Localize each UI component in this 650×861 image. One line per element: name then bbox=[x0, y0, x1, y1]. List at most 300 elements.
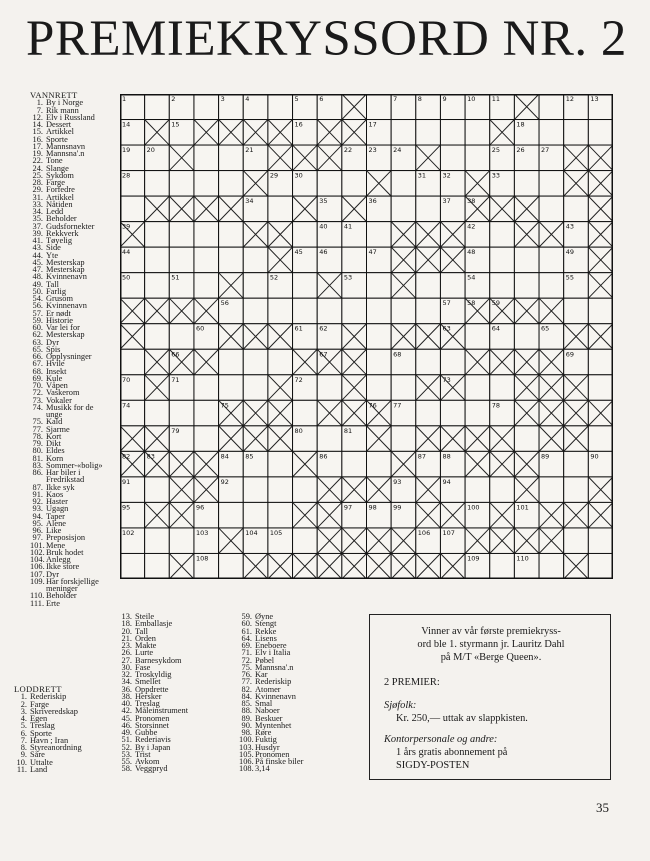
clue-text: Tøyelig bbox=[46, 236, 73, 245]
clue-number: 3. bbox=[20, 706, 27, 716]
clue-number: 76. bbox=[241, 670, 252, 679]
clue-text: Alene bbox=[46, 518, 66, 528]
clue-text: Tone bbox=[46, 156, 63, 166]
answer-cell[interactable] bbox=[588, 375, 613, 401]
answer-cell[interactable] bbox=[194, 247, 219, 273]
answer-cell[interactable] bbox=[416, 120, 441, 146]
loddrett-heading: LODDRETT bbox=[14, 684, 62, 694]
answer-cell[interactable] bbox=[465, 120, 490, 146]
clue-text: Pronomen bbox=[255, 749, 290, 759]
answer-cell[interactable] bbox=[367, 451, 392, 477]
answer-cell[interactable] bbox=[268, 349, 293, 375]
answer-cell[interactable] bbox=[465, 375, 490, 401]
clue-item bbox=[119, 765, 188, 772]
answer-cell[interactable] bbox=[293, 222, 318, 248]
clue-number-in-cell: 30 bbox=[294, 171, 303, 180]
clue-number-in-cell: 19 bbox=[122, 146, 131, 155]
answer-cell[interactable] bbox=[120, 196, 145, 222]
answer-cell[interactable] bbox=[367, 349, 392, 375]
answer-cell[interactable] bbox=[588, 120, 613, 146]
answer-cell[interactable] bbox=[219, 145, 244, 171]
clue-number-in-cell: 13 bbox=[590, 95, 599, 103]
clue-number-in-cell: 7 bbox=[393, 95, 398, 103]
clue-text: Kald bbox=[46, 417, 63, 427]
clue-number-in-cell: 102 bbox=[122, 528, 135, 537]
answer-cell[interactable] bbox=[169, 171, 194, 197]
answer-cell[interactable] bbox=[490, 375, 515, 401]
loddrett-clues bbox=[14, 686, 82, 773]
answer-cell[interactable] bbox=[194, 145, 219, 171]
clue-number-in-cell: 73 bbox=[442, 375, 451, 384]
clue-number-in-cell: 77 bbox=[393, 401, 402, 410]
answer-cell[interactable] bbox=[145, 171, 170, 197]
answer-cell[interactable] bbox=[145, 273, 170, 299]
clue-number: 69. bbox=[241, 641, 252, 650]
answer-cell[interactable] bbox=[293, 477, 318, 503]
answer-cell[interactable] bbox=[219, 375, 244, 401]
clue-number: 71. bbox=[241, 648, 252, 658]
answer-cell[interactable] bbox=[391, 120, 416, 146]
clue-text: Side bbox=[46, 243, 61, 253]
answer-cell[interactable] bbox=[391, 375, 416, 401]
clue-text: Haster bbox=[46, 497, 68, 506]
answer-cell[interactable] bbox=[391, 298, 416, 324]
clue-number: 70. bbox=[32, 381, 43, 390]
clue-text: Treslag bbox=[30, 721, 55, 731]
clue-number: 97. bbox=[32, 533, 43, 543]
clue-number: 33. bbox=[32, 199, 43, 209]
clue-number-in-cell: 53 bbox=[343, 273, 353, 282]
clue-number: 88. bbox=[241, 706, 252, 716]
clue-text: Hersker bbox=[135, 691, 162, 701]
answer-cell[interactable] bbox=[440, 400, 465, 426]
answer-cell[interactable] bbox=[539, 171, 564, 197]
answer-cell[interactable] bbox=[367, 298, 392, 324]
clue-number-in-cell: 12 bbox=[565, 95, 574, 103]
clue-number: 95. bbox=[32, 518, 43, 528]
clue-text: Øyne bbox=[255, 612, 274, 621]
clue-number: 103. bbox=[239, 742, 254, 752]
clue-number: 51. bbox=[121, 735, 132, 745]
answer-cell[interactable] bbox=[268, 502, 293, 528]
clue-number-in-cell: 24 bbox=[393, 146, 402, 155]
answer-cell[interactable] bbox=[539, 477, 564, 503]
clue-number-in-cell: 41 bbox=[343, 222, 353, 231]
answer-cell[interactable] bbox=[169, 528, 194, 554]
clue-text: Stengt bbox=[255, 619, 277, 629]
answer-cell[interactable] bbox=[465, 477, 490, 503]
answer-cell[interactable] bbox=[145, 477, 170, 503]
clue-number-in-cell: 3 bbox=[220, 95, 225, 103]
clue-text: Troskyldig bbox=[135, 670, 172, 679]
clue-number: 83. bbox=[32, 460, 43, 470]
clue-number: 57. bbox=[32, 308, 43, 318]
answer-cell[interactable] bbox=[317, 171, 342, 197]
answer-cell[interactable] bbox=[367, 222, 392, 248]
answer-cell[interactable] bbox=[219, 553, 244, 579]
clue-text: Kule bbox=[46, 373, 63, 383]
clue-number-in-cell: 37 bbox=[442, 197, 451, 206]
answer-cell[interactable] bbox=[145, 528, 170, 554]
clue-number: 44. bbox=[32, 250, 43, 260]
answer-cell[interactable] bbox=[465, 400, 490, 426]
answer-cell[interactable] bbox=[367, 375, 392, 401]
clue-number: 98. bbox=[241, 728, 252, 737]
clue-text: Bruk hodet bbox=[46, 547, 84, 557]
answer-cell[interactable] bbox=[564, 477, 589, 503]
clue-number: 14. bbox=[32, 120, 43, 129]
clue-text: Korn bbox=[46, 453, 64, 463]
clue-number-in-cell: 46 bbox=[319, 248, 328, 257]
clue-text: Sykdom bbox=[46, 170, 74, 180]
answer-cell[interactable] bbox=[194, 426, 219, 452]
answer-cell[interactable] bbox=[440, 145, 465, 171]
answer-cell[interactable] bbox=[243, 247, 268, 273]
clue-text: Rekke bbox=[255, 626, 277, 636]
answer-cell[interactable] bbox=[268, 196, 293, 222]
answer-cell[interactable] bbox=[268, 477, 293, 503]
answer-cell[interactable] bbox=[564, 120, 589, 146]
clue-number: 75. bbox=[32, 417, 43, 427]
answer-cell[interactable] bbox=[539, 273, 564, 299]
answer-cell[interactable] bbox=[145, 222, 170, 248]
clue-text: Rik mann bbox=[46, 105, 79, 115]
answer-cell[interactable] bbox=[465, 324, 490, 350]
answer-cell[interactable] bbox=[490, 553, 515, 579]
clue-number: 31. bbox=[32, 192, 43, 202]
answer-cell[interactable] bbox=[317, 298, 342, 324]
answer-cell[interactable] bbox=[342, 171, 367, 197]
answer-cell[interactable] bbox=[391, 196, 416, 222]
clue-number-in-cell: 91 bbox=[122, 477, 131, 486]
clue-number-in-cell: 64 bbox=[491, 324, 501, 333]
answer-cell[interactable] bbox=[588, 298, 613, 324]
answer-cell[interactable] bbox=[367, 94, 392, 120]
clue-number: 105. bbox=[239, 749, 254, 759]
clue-number: 16. bbox=[32, 134, 43, 144]
clue-number: 91. bbox=[32, 489, 43, 499]
clue-text: Tall bbox=[135, 626, 148, 636]
clue-number: 84. bbox=[241, 691, 252, 701]
clue-text: Taper bbox=[46, 511, 65, 521]
clue-text: Treslag bbox=[135, 699, 160, 708]
clue-number: 75. bbox=[241, 662, 252, 672]
clue-number-in-cell: 35 bbox=[319, 197, 328, 206]
clue-number: 47. bbox=[32, 265, 43, 274]
clue-number: 1. bbox=[36, 98, 43, 108]
answer-cell[interactable] bbox=[145, 247, 170, 273]
answer-cell[interactable] bbox=[490, 477, 515, 503]
answer-cell[interactable] bbox=[169, 222, 194, 248]
clue-text: Slange bbox=[46, 163, 69, 173]
clue-text: Kvinnenavn bbox=[46, 301, 87, 311]
clue-number: 27. bbox=[121, 655, 132, 665]
clue-number: 41. bbox=[32, 236, 43, 245]
clue-text: Spis bbox=[46, 344, 61, 354]
clue-text: Mannsna'.n bbox=[255, 662, 294, 672]
clue-text: Uttalte bbox=[30, 757, 53, 767]
clue-number-in-cell: 31 bbox=[417, 171, 427, 180]
clue-text: Rekkverk bbox=[46, 228, 79, 238]
answer-cell[interactable] bbox=[416, 349, 441, 375]
clue-number: 80. bbox=[32, 446, 43, 456]
answer-cell[interactable] bbox=[564, 528, 589, 554]
answer-cell[interactable] bbox=[145, 553, 170, 579]
clue-number: 34. bbox=[121, 677, 132, 687]
answer-cell[interactable] bbox=[194, 375, 219, 401]
answer-cell[interactable] bbox=[194, 94, 219, 120]
answer-cell[interactable] bbox=[169, 400, 194, 426]
clue-number-in-cell: 83 bbox=[146, 452, 155, 461]
answer-cell[interactable] bbox=[219, 349, 244, 375]
clue-number-in-cell: 89 bbox=[541, 452, 550, 461]
clue-text: Lurte bbox=[135, 648, 154, 658]
clue-number-in-cell: 75 bbox=[220, 401, 229, 410]
clue-text: Barnesykdom bbox=[135, 655, 182, 665]
clue-number-in-cell: 94 bbox=[442, 477, 451, 486]
clue-text: Lisens bbox=[255, 633, 277, 643]
answer-cell[interactable] bbox=[564, 298, 589, 324]
clue-number: 17. bbox=[32, 141, 43, 151]
clue-number: 10. bbox=[16, 757, 27, 767]
clue-number: 72. bbox=[32, 388, 43, 398]
answer-cell[interactable] bbox=[490, 273, 515, 299]
answer-cell[interactable] bbox=[514, 171, 539, 197]
clue-text: Styreanordning bbox=[30, 743, 82, 752]
clue-number: 12. bbox=[32, 112, 43, 122]
answer-cell[interactable] bbox=[564, 451, 589, 477]
answer-cell[interactable] bbox=[145, 94, 170, 120]
answer-cell[interactable] bbox=[342, 247, 367, 273]
answer-cell[interactable] bbox=[268, 451, 293, 477]
clue-text: Avkom bbox=[135, 757, 160, 766]
answer-cell[interactable] bbox=[268, 94, 293, 120]
clue-text: Preposisjon bbox=[46, 533, 86, 543]
answer-cell[interactable] bbox=[342, 451, 367, 477]
clue-number-in-cell: 57 bbox=[442, 299, 451, 308]
answer-cell[interactable] bbox=[514, 273, 539, 299]
answer-cell[interactable] bbox=[342, 298, 367, 324]
clue-number: 107. bbox=[30, 569, 45, 579]
clue-text: Beskuer bbox=[255, 713, 283, 723]
answer-cell[interactable] bbox=[539, 196, 564, 222]
answer-cell[interactable] bbox=[293, 528, 318, 554]
clue-text: Makte bbox=[135, 641, 157, 650]
answer-cell[interactable] bbox=[219, 222, 244, 248]
clue-text: Ugagn bbox=[46, 504, 69, 514]
clue-number-in-cell: 59 bbox=[491, 299, 501, 308]
answer-cell[interactable] bbox=[243, 477, 268, 503]
clue-number-in-cell: 78 bbox=[491, 401, 501, 410]
clue-text: Beholder bbox=[46, 214, 77, 224]
answer-cell[interactable] bbox=[514, 324, 539, 350]
clue-text: Dyr bbox=[46, 337, 60, 347]
clue-item bbox=[14, 766, 82, 773]
clue-text: Emballasje bbox=[135, 619, 173, 629]
answer-cell[interactable] bbox=[194, 222, 219, 248]
crossword-grid bbox=[120, 94, 613, 579]
answer-cell[interactable] bbox=[268, 298, 293, 324]
answer-cell[interactable] bbox=[416, 298, 441, 324]
answer-cell[interactable] bbox=[440, 273, 465, 299]
answer-cell[interactable] bbox=[194, 273, 219, 299]
answer-cell[interactable] bbox=[243, 375, 268, 401]
clue-text: Sporte bbox=[46, 134, 68, 144]
clue-text: Insekt bbox=[46, 366, 67, 376]
answer-cell[interactable] bbox=[293, 400, 318, 426]
clue-number-in-cell: 52 bbox=[269, 273, 279, 282]
answer-cell[interactable] bbox=[120, 553, 145, 579]
clue-text: Mannsna'.n bbox=[46, 149, 85, 158]
answer-cell[interactable] bbox=[293, 273, 318, 299]
clue-text: Rederiskip bbox=[30, 692, 67, 702]
clue-text: Dyr bbox=[46, 569, 60, 579]
clue-text: Artikkel bbox=[46, 192, 74, 202]
clue-number: 8. bbox=[20, 743, 27, 752]
clue-number: 74. bbox=[32, 402, 43, 412]
answer-cell[interactable] bbox=[514, 426, 539, 452]
sjofolk-label: Sjøfolk: bbox=[384, 700, 417, 711]
clue-text: Våpen bbox=[46, 381, 68, 390]
answer-cell[interactable] bbox=[293, 298, 318, 324]
kontor-label: Kontorpersonale og andre: bbox=[384, 734, 498, 745]
clue-number: 109. bbox=[30, 576, 45, 586]
answer-cell[interactable] bbox=[588, 553, 613, 579]
answer-cell[interactable] bbox=[194, 171, 219, 197]
clue-number-in-cell: 11 bbox=[491, 95, 501, 103]
clue-number-in-cell: 100 bbox=[467, 503, 480, 512]
answer-cell[interactable] bbox=[317, 375, 342, 401]
answer-cell[interactable] bbox=[145, 324, 170, 350]
answer-cell[interactable] bbox=[539, 120, 564, 146]
answer-cell[interactable] bbox=[588, 528, 613, 554]
answer-cell[interactable] bbox=[440, 120, 465, 146]
answer-cell[interactable] bbox=[465, 145, 490, 171]
clue-number: 61. bbox=[241, 626, 252, 636]
answer-cell[interactable] bbox=[219, 171, 244, 197]
clue-number: 4. bbox=[20, 714, 27, 723]
answer-cell[interactable] bbox=[539, 553, 564, 579]
clue-number: 37. bbox=[32, 221, 43, 231]
answer-cell[interactable] bbox=[514, 247, 539, 273]
answer-cell[interactable] bbox=[416, 273, 441, 299]
answer-cell[interactable] bbox=[490, 222, 515, 248]
answer-cell[interactable] bbox=[367, 273, 392, 299]
prizes-heading: 2 PREMIER: bbox=[384, 677, 440, 688]
clue-number: 60. bbox=[241, 619, 252, 629]
clue-number: 45. bbox=[121, 713, 132, 723]
clue-text: Smellet bbox=[135, 677, 161, 687]
answer-cell[interactable] bbox=[219, 247, 244, 273]
clue-text: Farlig bbox=[46, 286, 67, 296]
answer-cell[interactable] bbox=[243, 298, 268, 324]
clue-number: 66. bbox=[32, 352, 43, 361]
winner-line: ord ble 1. styrmann jr. Lauritz Dahl bbox=[417, 639, 565, 650]
clue-text: Husdyr bbox=[255, 742, 280, 752]
clue-number: 64. bbox=[241, 633, 252, 643]
answer-cell[interactable] bbox=[169, 324, 194, 350]
answer-cell[interactable] bbox=[416, 196, 441, 222]
clue-number-in-cell: 74 bbox=[122, 401, 131, 410]
answer-cell[interactable] bbox=[588, 349, 613, 375]
sjofolk-prize: Kr. 250,— uttak av slappkisten. bbox=[396, 713, 528, 724]
answer-cell[interactable] bbox=[539, 94, 564, 120]
clue-number: 15. bbox=[32, 127, 43, 137]
clue-number-in-cell: 76 bbox=[368, 401, 377, 410]
answer-cell[interactable] bbox=[120, 349, 145, 375]
clue-text: Havn ; Iran bbox=[30, 735, 69, 745]
clue-text: Eneboere bbox=[255, 641, 287, 650]
clue-number-in-cell: 84 bbox=[220, 452, 229, 461]
clue-number: 1. bbox=[20, 692, 27, 702]
loddrett-clues-continued-2 bbox=[239, 613, 303, 773]
clue-number: 35. bbox=[32, 214, 43, 224]
clue-number-in-cell: 96 bbox=[195, 503, 205, 512]
answer-cell[interactable] bbox=[169, 247, 194, 273]
clue-text: Anlegg bbox=[46, 555, 71, 564]
clue-number-in-cell: 71 bbox=[171, 375, 180, 384]
answer-cell[interactable] bbox=[219, 502, 244, 528]
clue-number: 90. bbox=[241, 720, 252, 730]
answer-cell[interactable] bbox=[194, 400, 219, 426]
answer-cell[interactable] bbox=[490, 247, 515, 273]
answer-cell[interactable] bbox=[564, 196, 589, 222]
clue-number: 106. bbox=[239, 757, 254, 766]
clue-number-in-cell: 8 bbox=[417, 95, 422, 103]
clue-text: Mesterskap bbox=[46, 265, 85, 274]
answer-cell[interactable] bbox=[145, 400, 170, 426]
clue-number-in-cell: 21 bbox=[245, 146, 254, 155]
clue-number-in-cell: 92 bbox=[220, 477, 229, 486]
answer-cell[interactable] bbox=[416, 400, 441, 426]
winner-line: på M/T «Berge Queen». bbox=[440, 652, 542, 663]
answer-cell[interactable] bbox=[440, 349, 465, 375]
clue-text: Tall bbox=[46, 279, 59, 289]
answer-cell[interactable] bbox=[391, 426, 416, 452]
clue-number: 49. bbox=[32, 279, 43, 289]
answer-cell[interactable] bbox=[243, 349, 268, 375]
clue-number: 82. bbox=[241, 684, 252, 694]
clue-number-in-cell: 80 bbox=[294, 426, 303, 435]
clue-text: Myntenhet bbox=[255, 720, 292, 730]
clue-number-in-cell: 5 bbox=[294, 95, 299, 103]
clue-number-in-cell: 47 bbox=[368, 248, 377, 257]
clue-text: Like bbox=[46, 526, 62, 535]
answer-cell[interactable] bbox=[367, 324, 392, 350]
answer-cell[interactable] bbox=[588, 426, 613, 452]
clue-number-in-cell: 104 bbox=[245, 528, 258, 537]
clue-number: 72. bbox=[241, 655, 252, 665]
answer-cell[interactable] bbox=[243, 502, 268, 528]
answer-cell[interactable] bbox=[539, 247, 564, 273]
clue-number-in-cell: 33 bbox=[491, 171, 501, 180]
clue-text: Forfedre bbox=[46, 185, 75, 195]
clue-number-in-cell: 15 bbox=[171, 120, 180, 129]
clue-number-in-cell: 16 bbox=[294, 120, 303, 129]
clue-text: Mesterskap bbox=[46, 257, 85, 267]
clue-text: Er nødt bbox=[46, 308, 71, 318]
clue-number: 69. bbox=[32, 373, 43, 383]
answer-cell[interactable] bbox=[391, 171, 416, 197]
answer-cell[interactable] bbox=[243, 273, 268, 299]
clue-text: Kvinnenavn bbox=[255, 691, 296, 701]
answer-cell[interactable] bbox=[317, 426, 342, 452]
clue-text: Gubbe bbox=[135, 728, 158, 737]
clue-number: 7. bbox=[20, 735, 27, 745]
clue-number-in-cell: 25 bbox=[491, 146, 501, 155]
clue-text: Har biler i bbox=[46, 468, 81, 477]
clue-number-in-cell: 110 bbox=[516, 554, 529, 563]
